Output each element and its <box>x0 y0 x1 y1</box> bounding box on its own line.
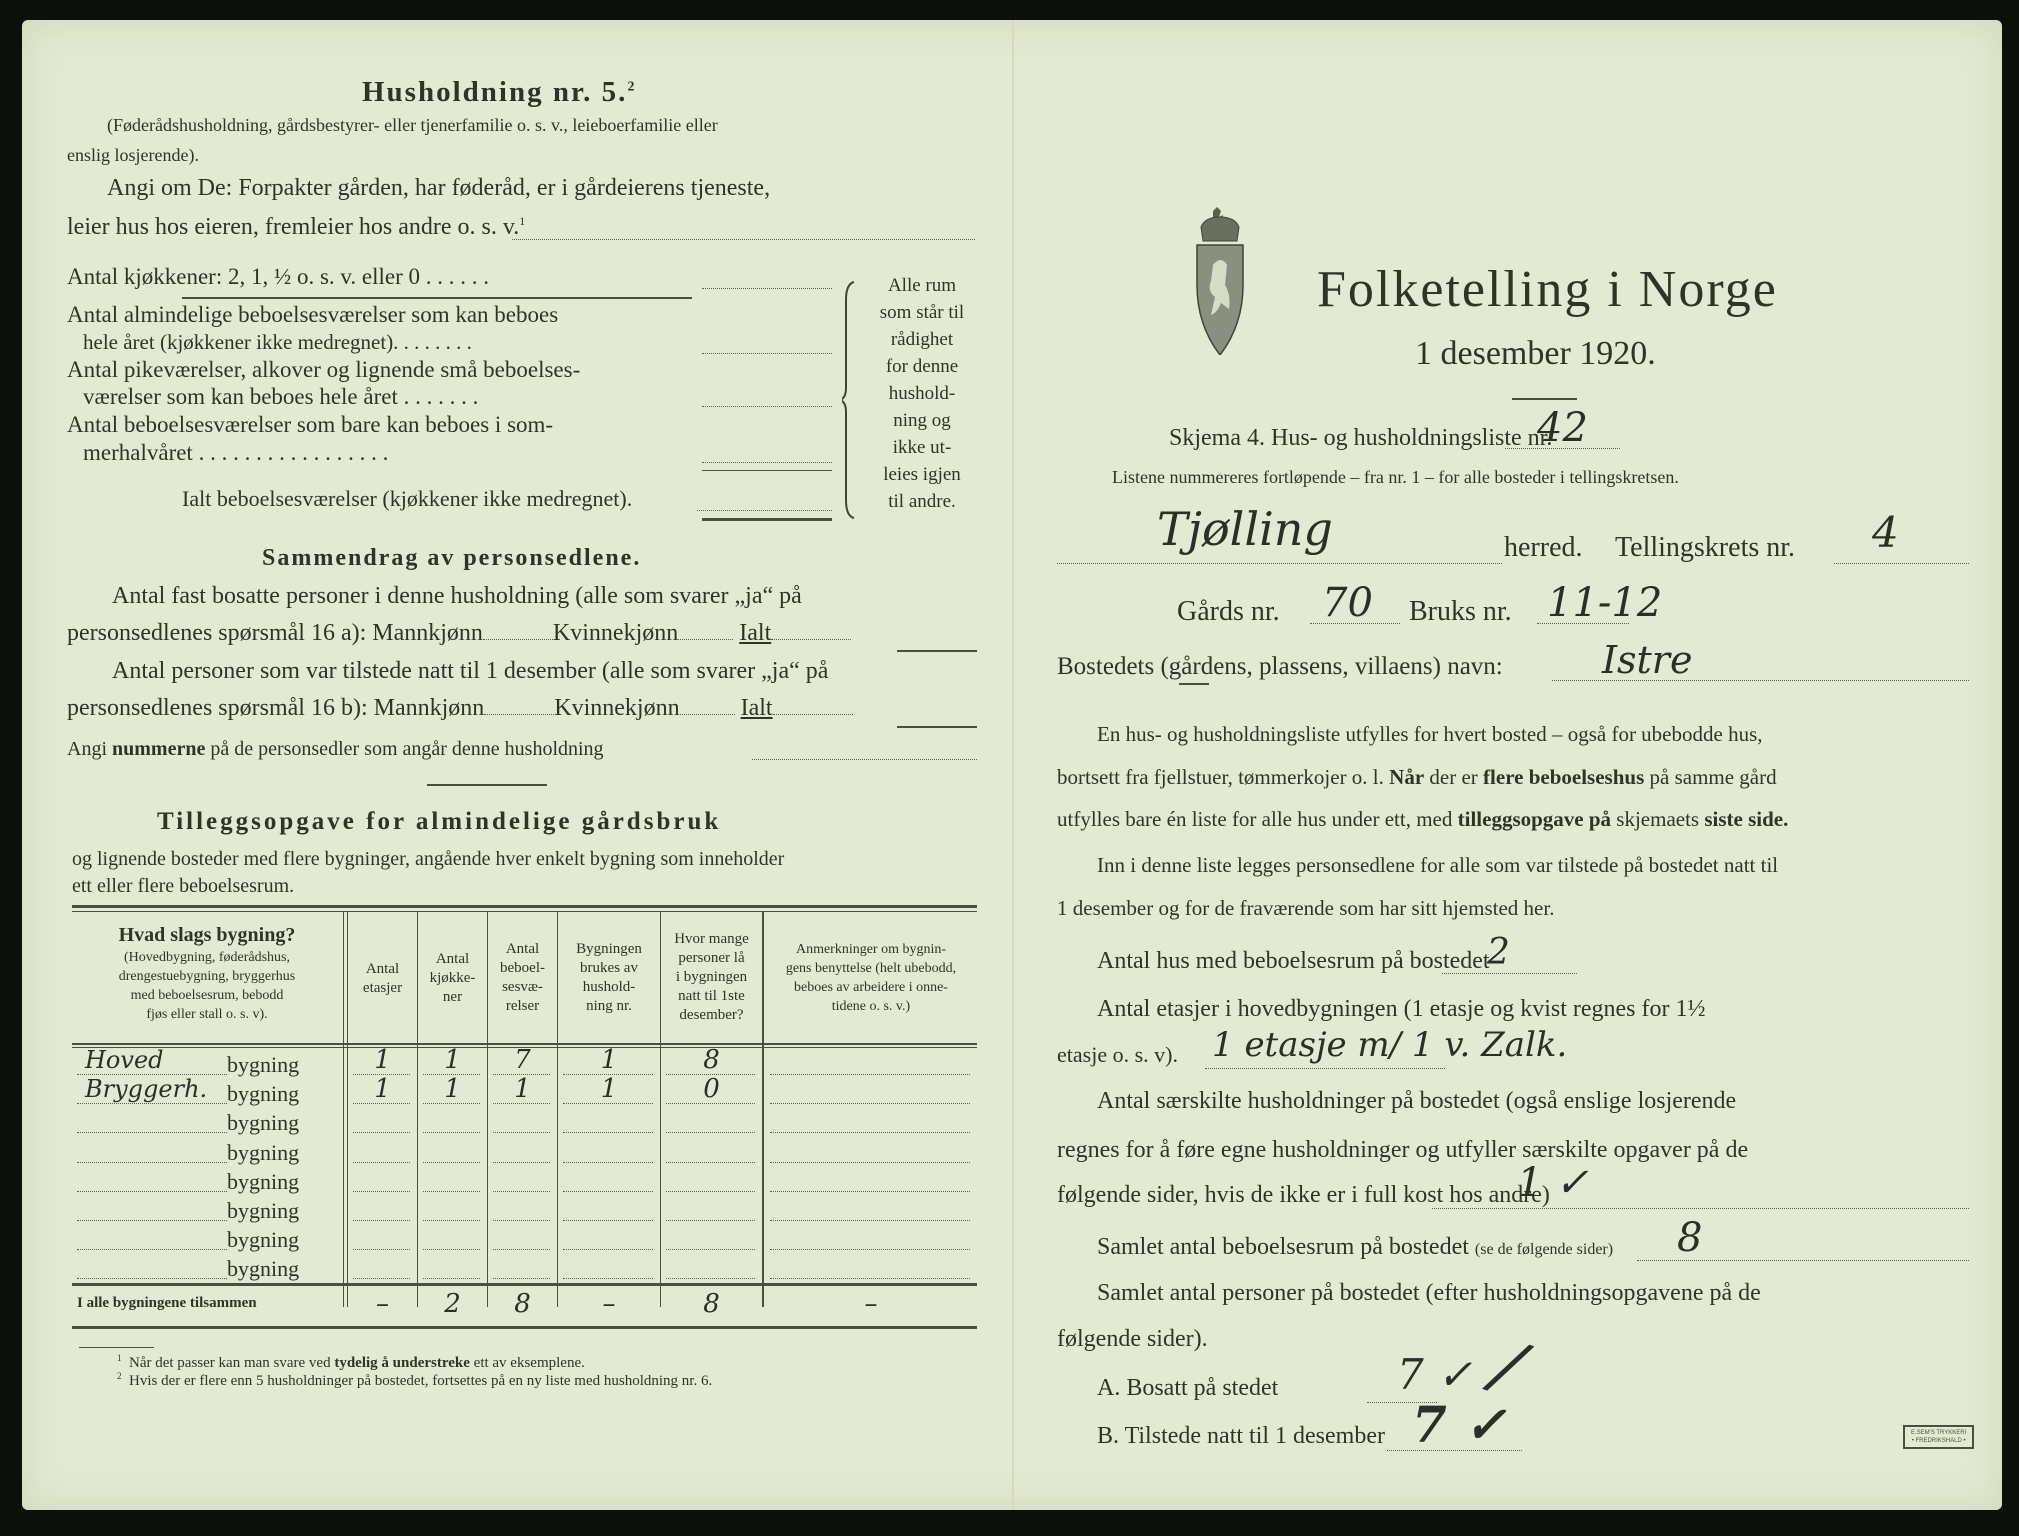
census-form-sheet <box>22 20 2002 1510</box>
instructions-line1: En hus- og husholdningsliste utfylles for hvert bosted – også for ubebodde hus, <box>1097 722 1763 746</box>
col-divider <box>762 912 764 1307</box>
floors-line1: Antal etasjer i hovedbygningen (1 etasje og kvist regnes for 1½ <box>1097 996 1706 1022</box>
vaerelser-field[interactable] <box>493 1191 550 1192</box>
header-line: brukes av <box>580 960 638 976</box>
building-suffix: bygning <box>227 1081 300 1107</box>
check-mark-icon: / <box>1483 1323 1534 1409</box>
kjokkener-value: 1 <box>444 1045 461 1075</box>
building-name-value: Bryggerh. <box>85 1075 208 1104</box>
etasjer-field[interactable] <box>353 1191 410 1192</box>
instr-text: bortsett fra fjellstuer, tømmerkojer o. l. <box>1057 765 1384 789</box>
col-divider <box>343 912 344 1307</box>
instr-text: der er <box>1429 765 1478 789</box>
supplement-desc-line2: ett eller flere beboelsesrum. <box>72 875 295 897</box>
supplement-heading: Tilleggsopgave for almindelige gårdsbruk <box>157 808 722 835</box>
bracket-note-line: til andre. <box>888 491 956 512</box>
header-building-type <box>72 922 342 1024</box>
vaerelser-field[interactable] <box>493 1278 550 1279</box>
printer-stamp <box>1903 1425 1974 1449</box>
husholdning-value: 1 <box>600 1045 618 1075</box>
personer-value: 0 <box>703 1074 720 1105</box>
houses-value: 2 <box>1487 932 1510 973</box>
footnote-text: ett av eksemplene. <box>469 1355 585 1371</box>
bracket-note-line: ikke ut- <box>892 437 952 458</box>
numbers-bold: nummerne <box>112 738 206 760</box>
instructions-line4: Inn i denne liste legges personsedlene for alle som var tilstede på bostedet natt til <box>1097 853 1779 877</box>
header-bold: Hvad slags bygning? <box>118 924 296 946</box>
etasjer-value: 1 <box>374 1074 391 1105</box>
total-remarks: – <box>864 1289 878 1319</box>
header-line: natt til 1ste <box>678 988 745 1004</box>
instr-text: skjemaets <box>1616 807 1700 831</box>
resident-line2 <box>67 620 851 647</box>
table-bottom-rule <box>72 1326 977 1329</box>
husholdning-field[interactable] <box>563 1191 653 1192</box>
total-label: Ialt <box>739 620 772 646</box>
stamp-line: E.SEM'S TRYKKERI <box>1911 1430 1967 1436</box>
numbers-prefix: Angi <box>67 738 107 760</box>
households-line1: Antal særskilte husholdninger på bostedet (også enslige losjerende <box>1097 1088 1737 1114</box>
kjokkener-field[interactable] <box>423 1249 480 1250</box>
header-line: Antal <box>365 961 400 977</box>
kitchens-field[interactable] <box>702 288 832 289</box>
total-row-label: I alle bygningene tilsammen <box>77 1295 257 1311</box>
header-line: med beboelsesrum, bebodd <box>130 988 284 1003</box>
vaerelser-field[interactable] <box>493 1249 550 1250</box>
header-line: etasjer <box>362 980 403 996</box>
persons-line1: Samlet antal personer på bostedet (efter husholdningsopgavene på de <box>1097 1280 1761 1306</box>
instr-text: på samme gård <box>1649 765 1777 789</box>
anmerkninger-field[interactable] <box>770 1278 970 1279</box>
header-line: Bygningen <box>576 941 642 957</box>
small-rooms-label-2: værelser som kan beboes hele året . . . . . . . <box>83 384 479 409</box>
footnote-1 <box>117 1353 585 1372</box>
husholdning-value: 1 <box>600 1074 618 1105</box>
header-line: desember? <box>679 1007 744 1023</box>
building-name-field[interactable] <box>77 1103 227 1104</box>
tellingskrets-value: 4 <box>1872 508 1899 557</box>
present-line2 <box>67 695 853 722</box>
table-top-rule <box>72 905 977 908</box>
rooms-total-line <box>1097 1234 1613 1261</box>
header-line: fjøs eller stall o. s. v). <box>146 1007 268 1022</box>
summer-rooms-label-1: Antal beboelsesværelser som bare kan beboes i som- <box>67 412 554 437</box>
census-date: 1 desember 1920. <box>1415 335 1656 372</box>
bracket-note-line: rådighet <box>890 329 954 350</box>
etasjer-field[interactable] <box>353 1162 410 1163</box>
header-kitchens <box>418 950 487 1007</box>
instr-bold: siste side. <box>1704 807 1789 831</box>
households-field[interactable] <box>1432 1208 1969 1209</box>
building-name-field[interactable] <box>77 1220 227 1221</box>
herred-value: Tjølling <box>1157 502 1333 556</box>
building-suffix: bygning <box>227 1168 300 1194</box>
header-line: ning nr. <box>586 998 632 1014</box>
total-rooms-label: Ialt beboelsesværelser (kjøkkener ikke medregnet). <box>182 486 633 511</box>
personer-field[interactable] <box>666 1132 755 1133</box>
husholdning-field[interactable] <box>563 1278 653 1279</box>
present-female-field[interactable] <box>680 714 735 715</box>
header-line: Antal <box>435 951 470 967</box>
anmerkninger-field[interactable] <box>770 1074 970 1075</box>
header-remarks <box>765 940 977 1016</box>
building-name-field[interactable] <box>77 1162 227 1163</box>
husholdning-field[interactable] <box>563 1220 653 1221</box>
anmerkninger-field[interactable] <box>770 1162 970 1163</box>
header-line: kjøkke- <box>429 970 476 986</box>
underline-mark <box>1179 683 1209 685</box>
divider <box>427 784 547 786</box>
total-floors: – <box>376 1289 389 1319</box>
header-line: (Hovedbygning, føderådshus, <box>123 950 291 965</box>
rooms-total-value: 8 <box>1677 1215 1703 1261</box>
building-name-field[interactable] <box>77 1278 227 1279</box>
header-line: drengestuebygning, bryggerhus <box>118 969 296 984</box>
header-household <box>558 940 660 1016</box>
summer-rooms-field[interactable] <box>702 462 832 463</box>
floors-line2: etasje o. s. v). <box>1057 1042 1178 1067</box>
header-line: tidene o. s. v.) <box>831 999 911 1014</box>
header-floors <box>348 960 417 998</box>
instr-text: utfylles bare én liste for alle hus under ett, med <box>1057 807 1453 831</box>
houses-field[interactable] <box>1442 973 1577 974</box>
stamp-line: • FREDRIKSHALD • <box>1911 1438 1966 1444</box>
building-suffix: bygning <box>227 1052 300 1077</box>
building-name-value: Hoved <box>85 1046 164 1074</box>
numbers-suffix: på de personsedler som angår denne husholdning <box>210 738 604 760</box>
supplement-desc-line1: og lignende bosteder med flere bygninger, angående hver enkelt bygning som inneholder <box>72 848 785 870</box>
bracket-note-line: ning og <box>893 410 951 431</box>
answer-field-tenure[interactable] <box>512 239 975 240</box>
building-name-field[interactable] <box>77 1191 227 1192</box>
kjokkener-value: 1 <box>444 1074 461 1105</box>
husholdning-field[interactable] <box>563 1162 653 1163</box>
total-household: – <box>602 1289 616 1319</box>
header-line: sesvæ- <box>502 979 543 995</box>
bosted-value: Istre <box>1602 638 1693 682</box>
herred-field[interactable] <box>1057 563 1502 564</box>
bracket-note-line: Alle rum <box>887 275 957 296</box>
building-suffix: bygning <box>227 1256 300 1282</box>
gards-label: Gårds nr. <box>1177 596 1280 627</box>
header-line: personer lå <box>678 950 745 966</box>
question-line1: Angi om De: Forpakter gården, har føderåd, er i gårdeierens tjeneste, <box>107 175 771 201</box>
female-label: Kvinnekjønn <box>552 620 679 646</box>
ordinary-rooms-label-2: hele året (kjøkkener ikke medregnet). . . . . . . . <box>83 330 472 354</box>
header-line: ner <box>442 989 463 1005</box>
building-name-field[interactable] <box>77 1132 227 1133</box>
persons-line2: følgende sider). <box>1057 1326 1208 1352</box>
title-divider <box>1512 398 1577 400</box>
header-line: beboel- <box>500 960 545 976</box>
personer-field[interactable] <box>666 1278 755 1279</box>
footnote-2 <box>117 1371 712 1390</box>
herred-label: herred. <box>1504 532 1583 563</box>
resident-line1: Antal fast bosatte personer i denne husholdning (alle som svarer „ja“ på <box>112 583 802 609</box>
vaerelser-field[interactable] <box>493 1220 550 1221</box>
etasjer-field[interactable] <box>353 1132 410 1133</box>
bosted-label: Bostedets (gårdens, plassens, villaens) navn: <box>1057 653 1503 680</box>
page-fold <box>1012 20 1014 1510</box>
small-rooms-label-1: Antal pikeværelser, alkover og lignende små beboelses- <box>67 357 581 382</box>
question-line2-text: leier hus hos eieren, fremleier hos andre o. s. v. <box>67 214 520 240</box>
total-rooms: 8 <box>514 1289 531 1319</box>
household-subtitle-line2: enslig losjerende). <box>67 145 199 165</box>
floors-field[interactable] <box>1205 1068 1445 1069</box>
footnote-bold: tydelig å understreke <box>334 1355 470 1371</box>
footnote-num: 1 <box>117 1353 122 1363</box>
rooms-total-note: (se de følgende sider) <box>1474 1241 1614 1258</box>
header-line: hushold- <box>582 979 636 995</box>
header-line: Anmerkninger om bygnin- <box>795 942 947 957</box>
present-line1: Antal personer som var tilstede natt til 1 desember (alle som svarer „ja“ på <box>112 658 829 684</box>
small-rooms-field[interactable] <box>702 406 832 407</box>
bracket-note-line: for denne <box>885 356 959 377</box>
numbers-line <box>67 738 604 761</box>
husholdning-field[interactable] <box>563 1249 653 1250</box>
numbering-note: Listene nummereres fortløpende – fra nr. 1 – for alle bosteder i tellingskretsen. <box>1112 467 1679 487</box>
household-subtitle-line1: (Føderådshusholdning, gårdsbestyrer- eller tjenerfamilie o. s. v., leieboerfamilie eller <box>107 115 718 135</box>
footnote-ref: 2 <box>627 79 637 95</box>
ordinary-rooms-field[interactable] <box>702 353 832 354</box>
numbers-field[interactable] <box>752 759 977 760</box>
instr-bold: tilleggsopgave på <box>1457 807 1612 831</box>
kjokkener-field[interactable] <box>423 1132 480 1133</box>
anmerkninger-field[interactable] <box>770 1220 970 1221</box>
kitchens-label: Antal kjøkkener: 2, 1, ½ o. s. v. eller 0 . . . . . . <box>67 264 490 289</box>
present-male-field[interactable] <box>484 714 554 715</box>
building-suffix: bygning <box>227 1198 300 1223</box>
vaerelser-field[interactable] <box>493 1132 550 1133</box>
total-kitchens: 2 <box>444 1289 461 1319</box>
building-suffix: bygning <box>227 1110 300 1136</box>
husholdning-field[interactable] <box>563 1132 653 1133</box>
divider <box>702 518 832 521</box>
total-rooms-field[interactable] <box>697 510 832 511</box>
schema-number-value: 42 <box>1537 405 1588 451</box>
etasjer-field[interactable] <box>353 1220 410 1221</box>
personer-field[interactable] <box>666 1191 755 1192</box>
divider <box>182 297 692 299</box>
rooms-total-label: Samlet antal beboelsesrum på bostedet <box>1097 1234 1469 1260</box>
building-suffix: bygning <box>227 1139 300 1165</box>
present-line2-text: personsedlenes spørsmål 16 b): Mannkjønn <box>67 695 485 721</box>
bracket-note-line: som står til <box>879 302 965 323</box>
households-line3: følgende sider, hvis de ikke er i full kost hos andre) <box>1057 1182 1550 1208</box>
personer-value: 8 <box>703 1045 720 1075</box>
anmerkninger-field[interactable] <box>770 1103 970 1104</box>
personer-field[interactable] <box>666 1249 755 1250</box>
header-line: relser <box>505 998 540 1014</box>
total-persons: 8 <box>703 1289 720 1319</box>
summary-heading: Sammendrag av personsedlene. <box>262 545 642 571</box>
personer-field[interactable] <box>666 1220 755 1221</box>
bracket-icon <box>842 280 858 620</box>
instructions-line5: 1 desember og for de fraværende som har sitt hjemsted her. <box>1057 896 1555 920</box>
etasjer-field[interactable] <box>353 1278 410 1279</box>
present-total-field[interactable] <box>773 714 853 715</box>
header-rooms <box>488 940 557 1016</box>
summer-rooms-label-2: merhalvåret . . . . . . . . . . . . . . . . . <box>83 440 389 465</box>
header-line: gens benyttelse (helt ubebodd, <box>785 961 957 976</box>
tellingskrets-label: Tellingskrets nr. <box>1615 532 1796 563</box>
divider <box>702 470 832 471</box>
question-line2 <box>67 214 525 241</box>
bruks-label: Bruks nr. <box>1409 596 1512 627</box>
footnote-text: Når det passer kan man svare ved <box>129 1355 335 1371</box>
bracket-note-line: leies igjen <box>883 464 961 485</box>
resident-label: A. Bosatt på stedet <box>1097 1375 1279 1401</box>
anmerkninger-field[interactable] <box>770 1191 970 1192</box>
etasjer-value: 1 <box>374 1045 391 1075</box>
norwegian-coat-of-arms-icon <box>1195 205 1245 360</box>
etasjer-field[interactable] <box>353 1249 410 1250</box>
resident-male-field[interactable] <box>483 639 553 640</box>
footnote-num: 2 <box>117 1371 122 1381</box>
building-suffix: bygning <box>227 1227 300 1253</box>
tellingskrets-field[interactable] <box>1834 563 1969 564</box>
header-line: Hvor mange <box>674 931 749 947</box>
header-line: Antal <box>505 941 540 957</box>
present-value: 7 ✓ <box>1412 1395 1507 1454</box>
table-top-rule <box>72 911 977 912</box>
instr-bold: Når <box>1389 765 1425 789</box>
kjokkener-field[interactable] <box>423 1162 480 1163</box>
households-value: 1 ✓ <box>1517 1160 1589 1206</box>
bruks-value: 11-12 <box>1547 580 1663 626</box>
bracket-note-line: hushold- <box>888 383 956 404</box>
footnote-divider <box>79 1347 154 1348</box>
household-title <box>362 76 636 109</box>
vaerelser-value: 1 <box>514 1074 531 1105</box>
header-line: i bygningen <box>675 969 748 985</box>
houses-label: Antal hus med beboelsesrum på bostedet <box>1097 948 1490 974</box>
kjokkener-field[interactable] <box>423 1220 480 1221</box>
present-label: B. Tilstede natt til 1 desember <box>1097 1423 1385 1449</box>
female-label: Kvinnekjønn <box>554 695 680 721</box>
kjokkener-field[interactable] <box>423 1278 480 1279</box>
vaerelser-value: 7 <box>514 1045 531 1075</box>
resident-line2-text: personsedlenes spørsmål 16 a): Mannkjønn <box>67 620 483 646</box>
resident-female-field[interactable] <box>678 639 733 640</box>
building-name-field[interactable] <box>77 1249 227 1250</box>
households-line2: regnes for å føre egne husholdninger og utfyller særskilte opgaver på de <box>1057 1137 1749 1163</box>
vaerelser-field[interactable] <box>493 1162 550 1163</box>
resident-value: 7 ✓ <box>1397 1350 1473 1399</box>
bracket-note <box>867 272 977 515</box>
household-title-text: Husholdning nr. 5. <box>362 76 628 108</box>
instructions-line2 <box>1057 765 1777 790</box>
header-line: beboes av arbeidere i onne- <box>794 980 948 995</box>
resident-total-field[interactable] <box>771 639 851 640</box>
anmerkninger-field[interactable] <box>770 1132 970 1133</box>
kjokkener-field[interactable] <box>423 1191 480 1192</box>
divider <box>897 650 977 652</box>
personer-field[interactable] <box>666 1162 755 1163</box>
anmerkninger-field[interactable] <box>770 1249 970 1250</box>
schema-label: Skjema 4. Hus- og husholdningsliste nr. <box>1169 425 1553 451</box>
header-persons <box>661 930 762 1025</box>
census-title: Folketelling i Norge <box>1317 261 1778 318</box>
footnote-text: Hvis der er flere enn 5 husholdninger på bostedet, fortsettes på en ny liste med husholdning nr. 6. <box>129 1373 713 1389</box>
divider <box>897 726 977 728</box>
floors-value: 1 etasje m/ 1 v. Zalk. <box>1212 1025 1568 1065</box>
gards-value: 70 <box>1322 580 1373 626</box>
instr-bold: flere beboelseshus <box>1483 765 1645 789</box>
instructions-line3 <box>1057 807 1788 832</box>
table-total-rule <box>72 1283 977 1286</box>
ordinary-rooms-label-1: Antal almindelige beboelsesværelser som kan beboes <box>67 302 559 327</box>
total-label: Ialt <box>740 695 773 721</box>
footnote-ref: 1 <box>519 214 526 228</box>
